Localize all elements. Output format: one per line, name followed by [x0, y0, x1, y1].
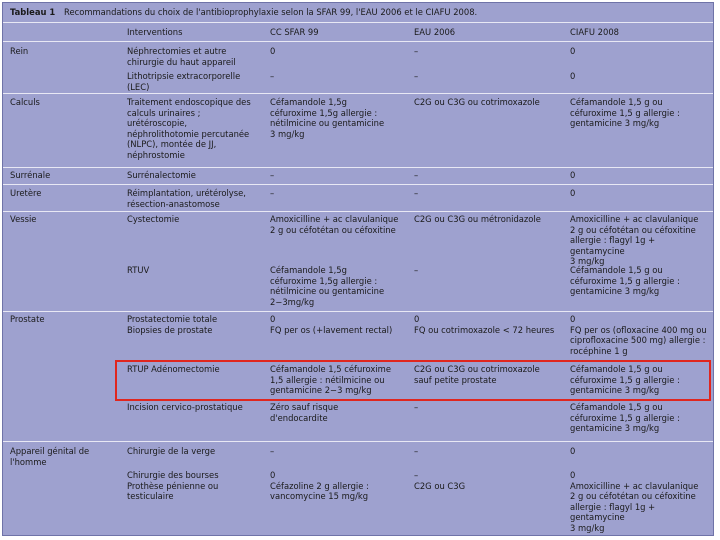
row-eau-value: – [414, 46, 419, 56]
row-sfar-value: Céfamandole 1,5 céfuroxime 1,5 allergie : nétilmicine ou gentamicine 2−3 mg/kg [270, 364, 391, 395]
row-eau-value: C2G ou C3G ou cotrimoxazole sauf petite prostate [414, 364, 540, 385]
row-intervention: Traitement endoscopique des calculs urinaires ; urétéroscopie, néphrolithotomie percutanée (NLPC), montée de JJ, néphrostomie [127, 97, 251, 160]
row-ciafu-value: Céfamandole 1,5 g ou céfuroxime 1,5 g allergie : gentamicine 3 mg/kg [570, 364, 680, 395]
row-intervention: Chirurgie de la verge [127, 446, 216, 456]
row-ciafu-value: 0 [570, 188, 576, 198]
table-frame [2, 2, 714, 536]
row-intervention: Prostatectomie totale Biopsies de prostate [127, 314, 218, 335]
caption-label: Tableau 1 [10, 7, 56, 17]
row-divider [3, 441, 713, 442]
row-intervention: RTUV [127, 265, 150, 275]
row-eau-value: – [414, 170, 419, 180]
header-eau-2006: EAU 2006 [414, 27, 456, 37]
row-group-label: Surrénale [10, 170, 51, 180]
row-ciafu-value: 0 FQ per os (ofloxacine 400 mg ou ciprofloxacine 500 mg) allergie : rocéphine 1 g [570, 314, 707, 356]
row-sfar-value: – [270, 446, 275, 456]
row-ciafu-value: 0 [570, 170, 576, 180]
row-group-label: Rein [10, 46, 29, 56]
row-eau-value: – [414, 265, 419, 275]
row-sfar-value: – [270, 170, 275, 180]
row-sfar-value: Céfamandole 1,5g céfuroxime 1,5g allergie : nétilmicine ou gentamicine 2−3mg/kg [270, 265, 385, 307]
row-sfar-value: 0 [270, 46, 276, 56]
row-intervention: Cystectomie [127, 214, 180, 224]
row-divider [3, 184, 713, 185]
row-eau-value: – C2G ou C3G [414, 470, 466, 491]
row-intervention: Chirurgie des bourses Prothèse pénienne ou testiculaire [127, 470, 219, 501]
row-group-label: Vessie [10, 214, 37, 224]
row-eau-value: C2G ou C3G ou métronidazole [414, 214, 541, 224]
table-caption [3, 3, 713, 21]
row-eau-value: C2G ou C3G ou cotrimoxazole [414, 97, 540, 107]
row-ciafu-value: Céfamandole 1,5 g ou céfuroxime 1,5 g allergie : gentamicine 3 mg/kg [570, 265, 680, 296]
row-eau-value: – [414, 71, 419, 81]
row-ciafu-value: Amoxicilline + ac clavulanique 2 g ou céfotétan ou céfoxitine allergie : flagyl 1g + gentamycine 3 mg/kg [570, 214, 699, 266]
row-group-label: Prostate [10, 314, 45, 324]
row-divider [3, 93, 713, 94]
row-intervention: Néphrectomies et autre chirurgie du haut appareil [127, 46, 236, 67]
header-cc-sfar-99: CC SFAR 99 [270, 27, 319, 37]
row-sfar-value: – [270, 188, 275, 198]
row-intervention: Lithotripsie extracorporelle (LEC) [127, 71, 241, 92]
row-group-label: Calculs [10, 97, 40, 107]
row-eau-value: – [414, 446, 419, 456]
header-ciafu-2008: CIAFU 2008 [570, 27, 619, 37]
header-interventions: Interventions [127, 27, 183, 37]
row-divider [3, 167, 713, 168]
row-sfar-value: Zéro sauf risque d'endocardite [270, 402, 339, 423]
row-eau-value: – [414, 402, 419, 412]
row-ciafu-value: 0 [570, 71, 576, 81]
row-ciafu-value: 0 [570, 446, 576, 456]
row-divider [3, 211, 713, 212]
row-sfar-value: – [270, 71, 275, 81]
row-ciafu-value: 0 [570, 46, 576, 56]
row-eau-value: 0 FQ ou cotrimoxazole < 72 heures [414, 314, 555, 335]
row-intervention: Surrénalectomie [127, 170, 196, 180]
row-intervention: Réimplantation, urétérolyse, résection-anastomose [127, 188, 246, 209]
caption-text: Recommandations du choix de l'antibioprophylaxie selon la SFAR 99, l'EAU 2006 et le CIAFU 2008. [64, 7, 478, 17]
row-divider [3, 311, 713, 312]
row-ciafu-value: Céfamandole 1,5 g ou céfuroxime 1,5 g allergie : gentamicine 3 mg/kg [570, 97, 680, 128]
row-sfar-value: 0 FQ per os (+lavement rectal) [270, 314, 393, 335]
row-ciafu-value: Céfamandole 1,5 g ou céfuroxime 1,5 g allergie : gentamicine 3 mg/kg [570, 402, 680, 433]
row-sfar-value: 0 Céfazoline 2 g allergie : vancomycine 15 mg/kg [270, 470, 369, 501]
row-ciafu-value: 0 Amoxicilline + ac clavulanique 2 g ou céfotétan ou céfoxitine allergie : flagyl 1g + gentamycine 3 mg/kg [570, 470, 699, 533]
row-intervention: RTUP Adénomectomie [127, 364, 220, 374]
row-intervention: Incision cervico-prostatique [127, 402, 243, 412]
row-eau-value: – [414, 188, 419, 198]
row-group-label: Uretère [10, 188, 42, 198]
highlight-box [115, 360, 711, 401]
row-sfar-value: Céfamandole 1,5g céfuroxime 1,5g allergie : nétilmicine ou gentamicine 3 mg/kg [270, 97, 385, 139]
row-group-label: Appareil génital de l'homme [10, 446, 90, 467]
table-header-row [3, 22, 713, 42]
row-sfar-value: Amoxicilline + ac clavulanique 2 g ou céfotétan ou céfoxitine [270, 214, 399, 235]
